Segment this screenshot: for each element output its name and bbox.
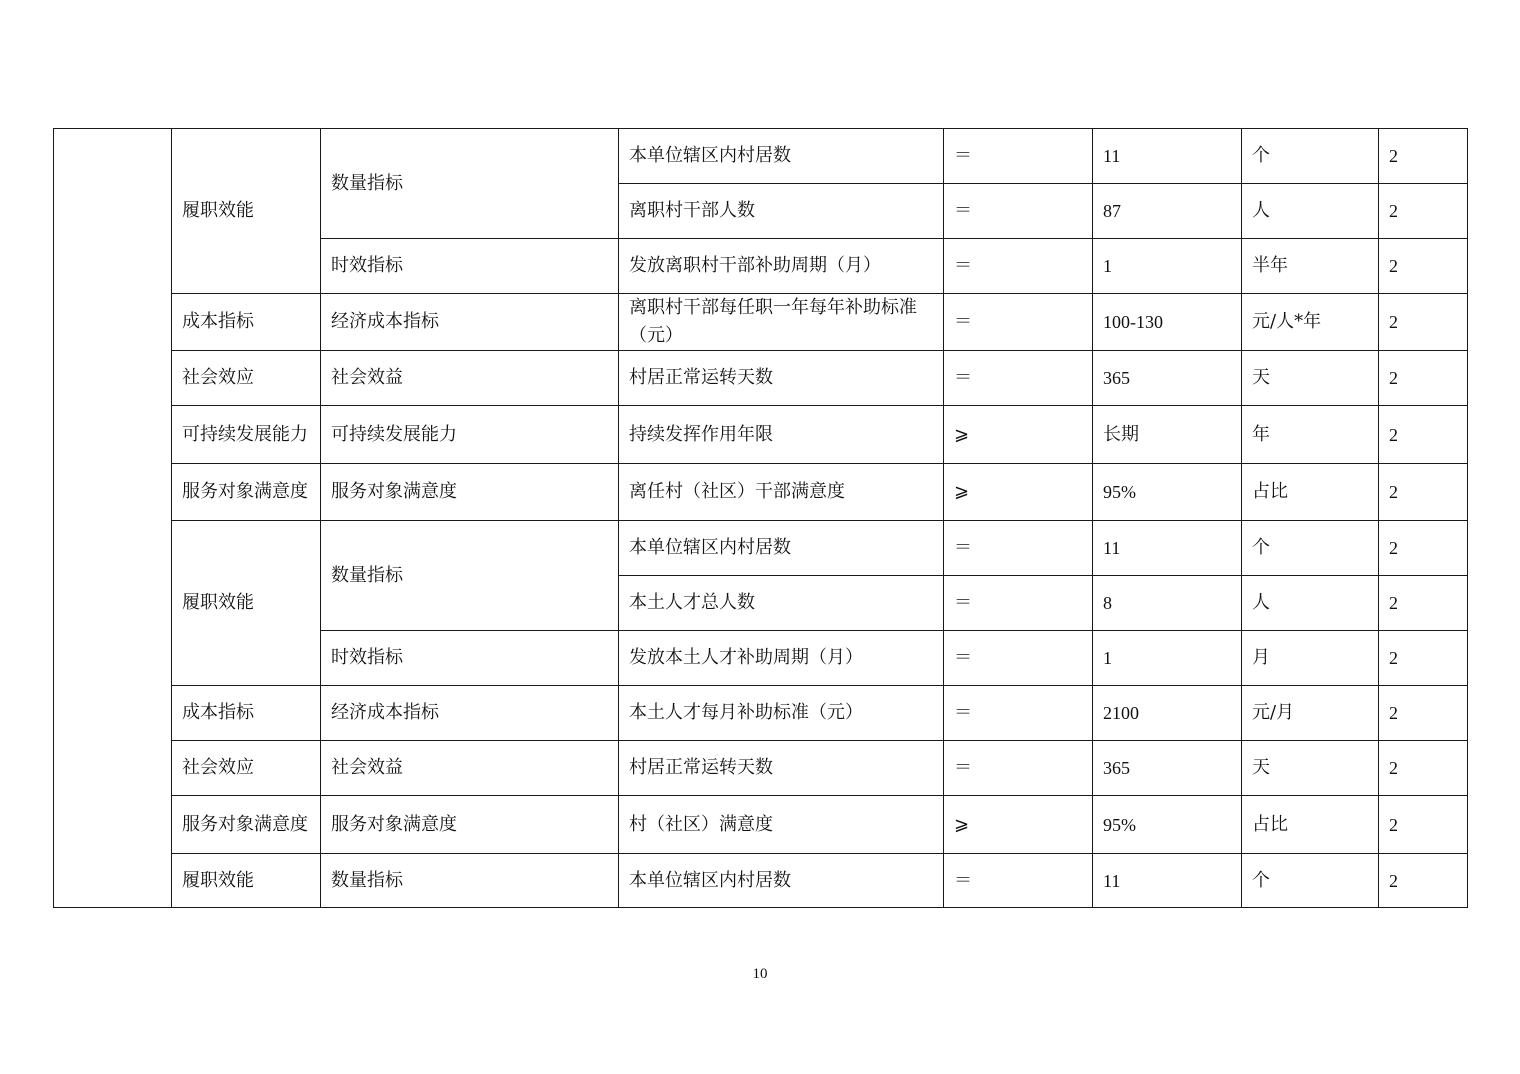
table-row (54, 741, 1468, 796)
unit-cell: 天 (1242, 741, 1379, 796)
level1-indicator-cell: 成本指标 (172, 294, 321, 351)
table-row (54, 464, 1468, 521)
operator-cell: ＝ (944, 576, 1093, 631)
score-cell: 2 (1379, 294, 1468, 351)
target-value-cell: 1 (1093, 239, 1242, 294)
unit-cell: 年 (1242, 406, 1379, 464)
level3-indicator-cell: 本土人才每月补助标准（元） (619, 686, 944, 741)
score-cell: 2 (1379, 464, 1468, 521)
operator-cell: ＝ (944, 129, 1093, 184)
score-cell: 2 (1379, 796, 1468, 854)
level3-indicator-cell: 本土人才总人数 (619, 576, 944, 631)
operator-cell: ＝ (944, 239, 1093, 294)
table-row (54, 854, 1468, 908)
level1-indicator-cell: 服务对象满意度 (172, 464, 321, 521)
level2-indicator-cell: 经济成本指标 (321, 686, 619, 741)
unit-cell: 元/人*年 (1242, 294, 1379, 351)
category-cell-empty (54, 129, 172, 908)
unit-cell: 个 (1242, 521, 1379, 576)
level1-indicator-cell: 履职效能 (172, 129, 321, 294)
score-cell: 2 (1379, 576, 1468, 631)
operator-cell: ＝ (944, 521, 1093, 576)
target-value-cell: 11 (1093, 854, 1242, 908)
level3-indicator-cell: 本单位辖区内村居数 (619, 521, 944, 576)
operator-cell: ＝ (944, 854, 1093, 908)
score-cell: 2 (1379, 854, 1468, 908)
unit-cell: 人 (1242, 576, 1379, 631)
level3-indicator-cell: 持续发挥作用年限 (619, 406, 944, 464)
operator-cell: ＝ (944, 351, 1093, 406)
unit-cell: 人 (1242, 184, 1379, 239)
level1-indicator-cell: 社会效应 (172, 741, 321, 796)
level1-indicator-cell: 服务对象满意度 (172, 796, 321, 854)
score-cell: 2 (1379, 741, 1468, 796)
operator-cell: ⩾ (944, 406, 1093, 464)
level3-indicator-cell: 村（社区）满意度 (619, 796, 944, 854)
level2-indicator-cell: 时效指标 (321, 239, 619, 294)
operator-cell: ⩾ (944, 796, 1093, 854)
unit-cell: 占比 (1242, 464, 1379, 521)
level2-indicator-cell: 数量指标 (321, 129, 619, 239)
page-number: 10 (752, 966, 768, 982)
operator-cell: ＝ (944, 741, 1093, 796)
unit-cell: 半年 (1242, 239, 1379, 294)
level3-indicator-cell: 本单位辖区内村居数 (619, 129, 944, 184)
level1-indicator-cell: 可持续发展能力 (172, 406, 321, 464)
level3-indicator-cell: 村居正常运转天数 (619, 351, 944, 406)
unit-cell: 元/月 (1242, 686, 1379, 741)
level2-indicator-cell: 社会效益 (321, 351, 619, 406)
level3-indicator-cell: 离职村干部人数 (619, 184, 944, 239)
score-cell: 2 (1379, 129, 1468, 184)
unit-cell: 月 (1242, 631, 1379, 686)
table-row (54, 351, 1468, 406)
unit-cell: 天 (1242, 351, 1379, 406)
level3-indicator-cell: 发放离职村干部补助周期（月） (619, 239, 944, 294)
level2-indicator-cell: 社会效益 (321, 741, 619, 796)
score-cell: 2 (1379, 351, 1468, 406)
target-value-cell: 365 (1093, 741, 1242, 796)
level2-indicator-cell: 可持续发展能力 (321, 406, 619, 464)
operator-cell: ＝ (944, 631, 1093, 686)
level2-indicator-cell: 服务对象满意度 (321, 796, 619, 854)
level1-indicator-cell: 社会效应 (172, 351, 321, 406)
score-cell: 2 (1379, 631, 1468, 686)
score-cell: 2 (1379, 406, 1468, 464)
table-row (54, 129, 1468, 184)
target-value-cell: 2100 (1093, 686, 1242, 741)
level1-indicator-cell: 履职效能 (172, 521, 321, 686)
score-cell: 2 (1379, 521, 1468, 576)
target-value-cell: 365 (1093, 351, 1242, 406)
level2-indicator-cell: 数量指标 (321, 521, 619, 631)
level3-indicator-cell: 离职村干部每任职一年每年补助标准（元） (619, 294, 944, 351)
score-cell: 2 (1379, 184, 1468, 239)
level2-indicator-cell: 经济成本指标 (321, 294, 619, 351)
table-row (54, 686, 1468, 741)
score-cell: 2 (1379, 686, 1468, 741)
target-value-cell: 1 (1093, 631, 1242, 686)
level3-indicator-cell: 离任村（社区）干部满意度 (619, 464, 944, 521)
target-value-cell: 长期 (1093, 406, 1242, 464)
target-value-cell: 87 (1093, 184, 1242, 239)
level1-indicator-cell: 履职效能 (172, 854, 321, 908)
operator-cell: ⩾ (944, 464, 1093, 521)
operator-cell: ＝ (944, 184, 1093, 239)
table-row (54, 521, 1468, 576)
operator-cell: ＝ (944, 686, 1093, 741)
target-value-cell: 95% (1093, 464, 1242, 521)
target-value-cell: 95% (1093, 796, 1242, 854)
table-row (54, 406, 1468, 464)
level2-indicator-cell: 服务对象满意度 (321, 464, 619, 521)
target-value-cell: 11 (1093, 521, 1242, 576)
table-row (54, 796, 1468, 854)
level2-indicator-cell: 时效指标 (321, 631, 619, 686)
unit-cell: 个 (1242, 854, 1379, 908)
level1-indicator-cell: 成本指标 (172, 686, 321, 741)
target-value-cell: 11 (1093, 129, 1242, 184)
target-value-cell: 100-130 (1093, 294, 1242, 351)
target-value-cell: 8 (1093, 576, 1242, 631)
operator-cell: ＝ (944, 294, 1093, 351)
unit-cell: 个 (1242, 129, 1379, 184)
level2-indicator-cell: 数量指标 (321, 854, 619, 908)
table-row (54, 294, 1468, 351)
unit-cell: 占比 (1242, 796, 1379, 854)
level3-indicator-cell: 村居正常运转天数 (619, 741, 944, 796)
score-cell: 2 (1379, 239, 1468, 294)
level3-indicator-cell: 本单位辖区内村居数 (619, 854, 944, 908)
performance-indicator-table (53, 128, 1468, 908)
level3-indicator-cell: 发放本土人才补助周期（月） (619, 631, 944, 686)
